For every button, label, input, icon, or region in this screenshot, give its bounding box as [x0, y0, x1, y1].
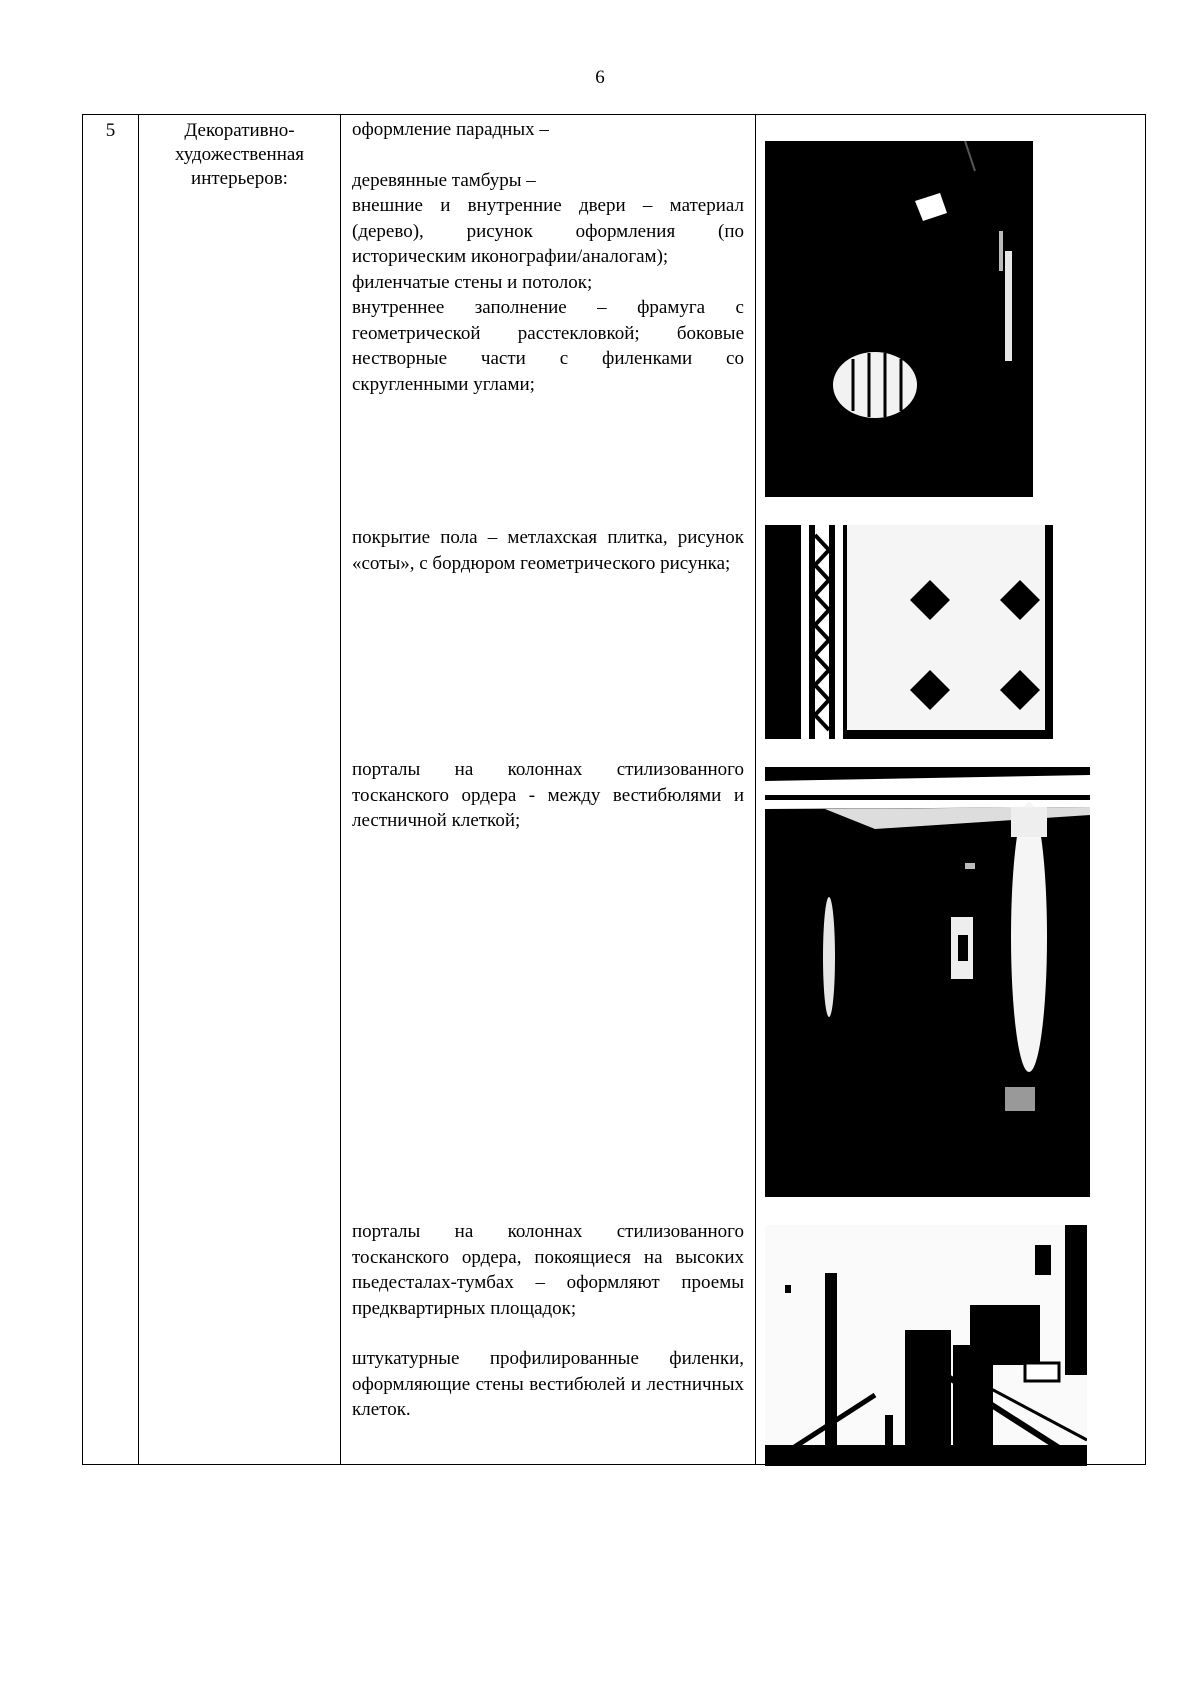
row-name-cell [139, 115, 341, 1465]
description-block-3 [352, 757, 744, 834]
page-number: 6 [595, 67, 605, 88]
document-table [82, 114, 1146, 1465]
description-cell [341, 115, 756, 1465]
row-name: Декоративно-художественная интерьеров: [174, 120, 305, 189]
description-paragraph: штукатурные профилированные филенки, оформляющие стены вестибюлей и лестничных клеток. [352, 1348, 744, 1420]
photos-cell [756, 115, 1146, 1465]
description-block-4 [352, 1219, 744, 1423]
description-block-2 [352, 525, 744, 576]
description-paragraph: покрытие пола – метлахская плитка, рисунок «соты», с бордюром геометрического рисунка; [352, 527, 744, 574]
vestibule-door-photo [765, 141, 1033, 497]
description-paragraph: внешние и внутренние двери – материал (дерево), рисунок оформления (по историческим иконографии/аналогам); [352, 195, 744, 267]
description-paragraph: внутреннее заполнение – фрамуга с геометрической расстекловкой; боковые нестворные части с филенками со скругленными углами; [352, 297, 744, 395]
staircase-photo [765, 1225, 1087, 1466]
table-row [83, 115, 1146, 1465]
floor-tile-photo [765, 525, 1053, 739]
row-number: 5 [105, 120, 116, 141]
description-paragraph: оформление парадных – [352, 119, 549, 140]
description-paragraph: порталы на колоннах стилизованного тосканского ордера - между вестибюлями и лестничной клеткой; [352, 759, 744, 831]
description-paragraph: филенчатые стены и потолок; [352, 271, 593, 293]
description-block-1 [352, 117, 744, 397]
column-portal-photo [765, 767, 1090, 1197]
row-number-cell [83, 115, 139, 1465]
description-paragraph: деревянные тамбуры – [352, 169, 536, 191]
description-paragraph: порталы на колоннах стилизованного тосканского ордера, покоящиеся на высоких пьедесталах-тумбах – оформляют проемы предквартирных площадок; [352, 1221, 744, 1319]
